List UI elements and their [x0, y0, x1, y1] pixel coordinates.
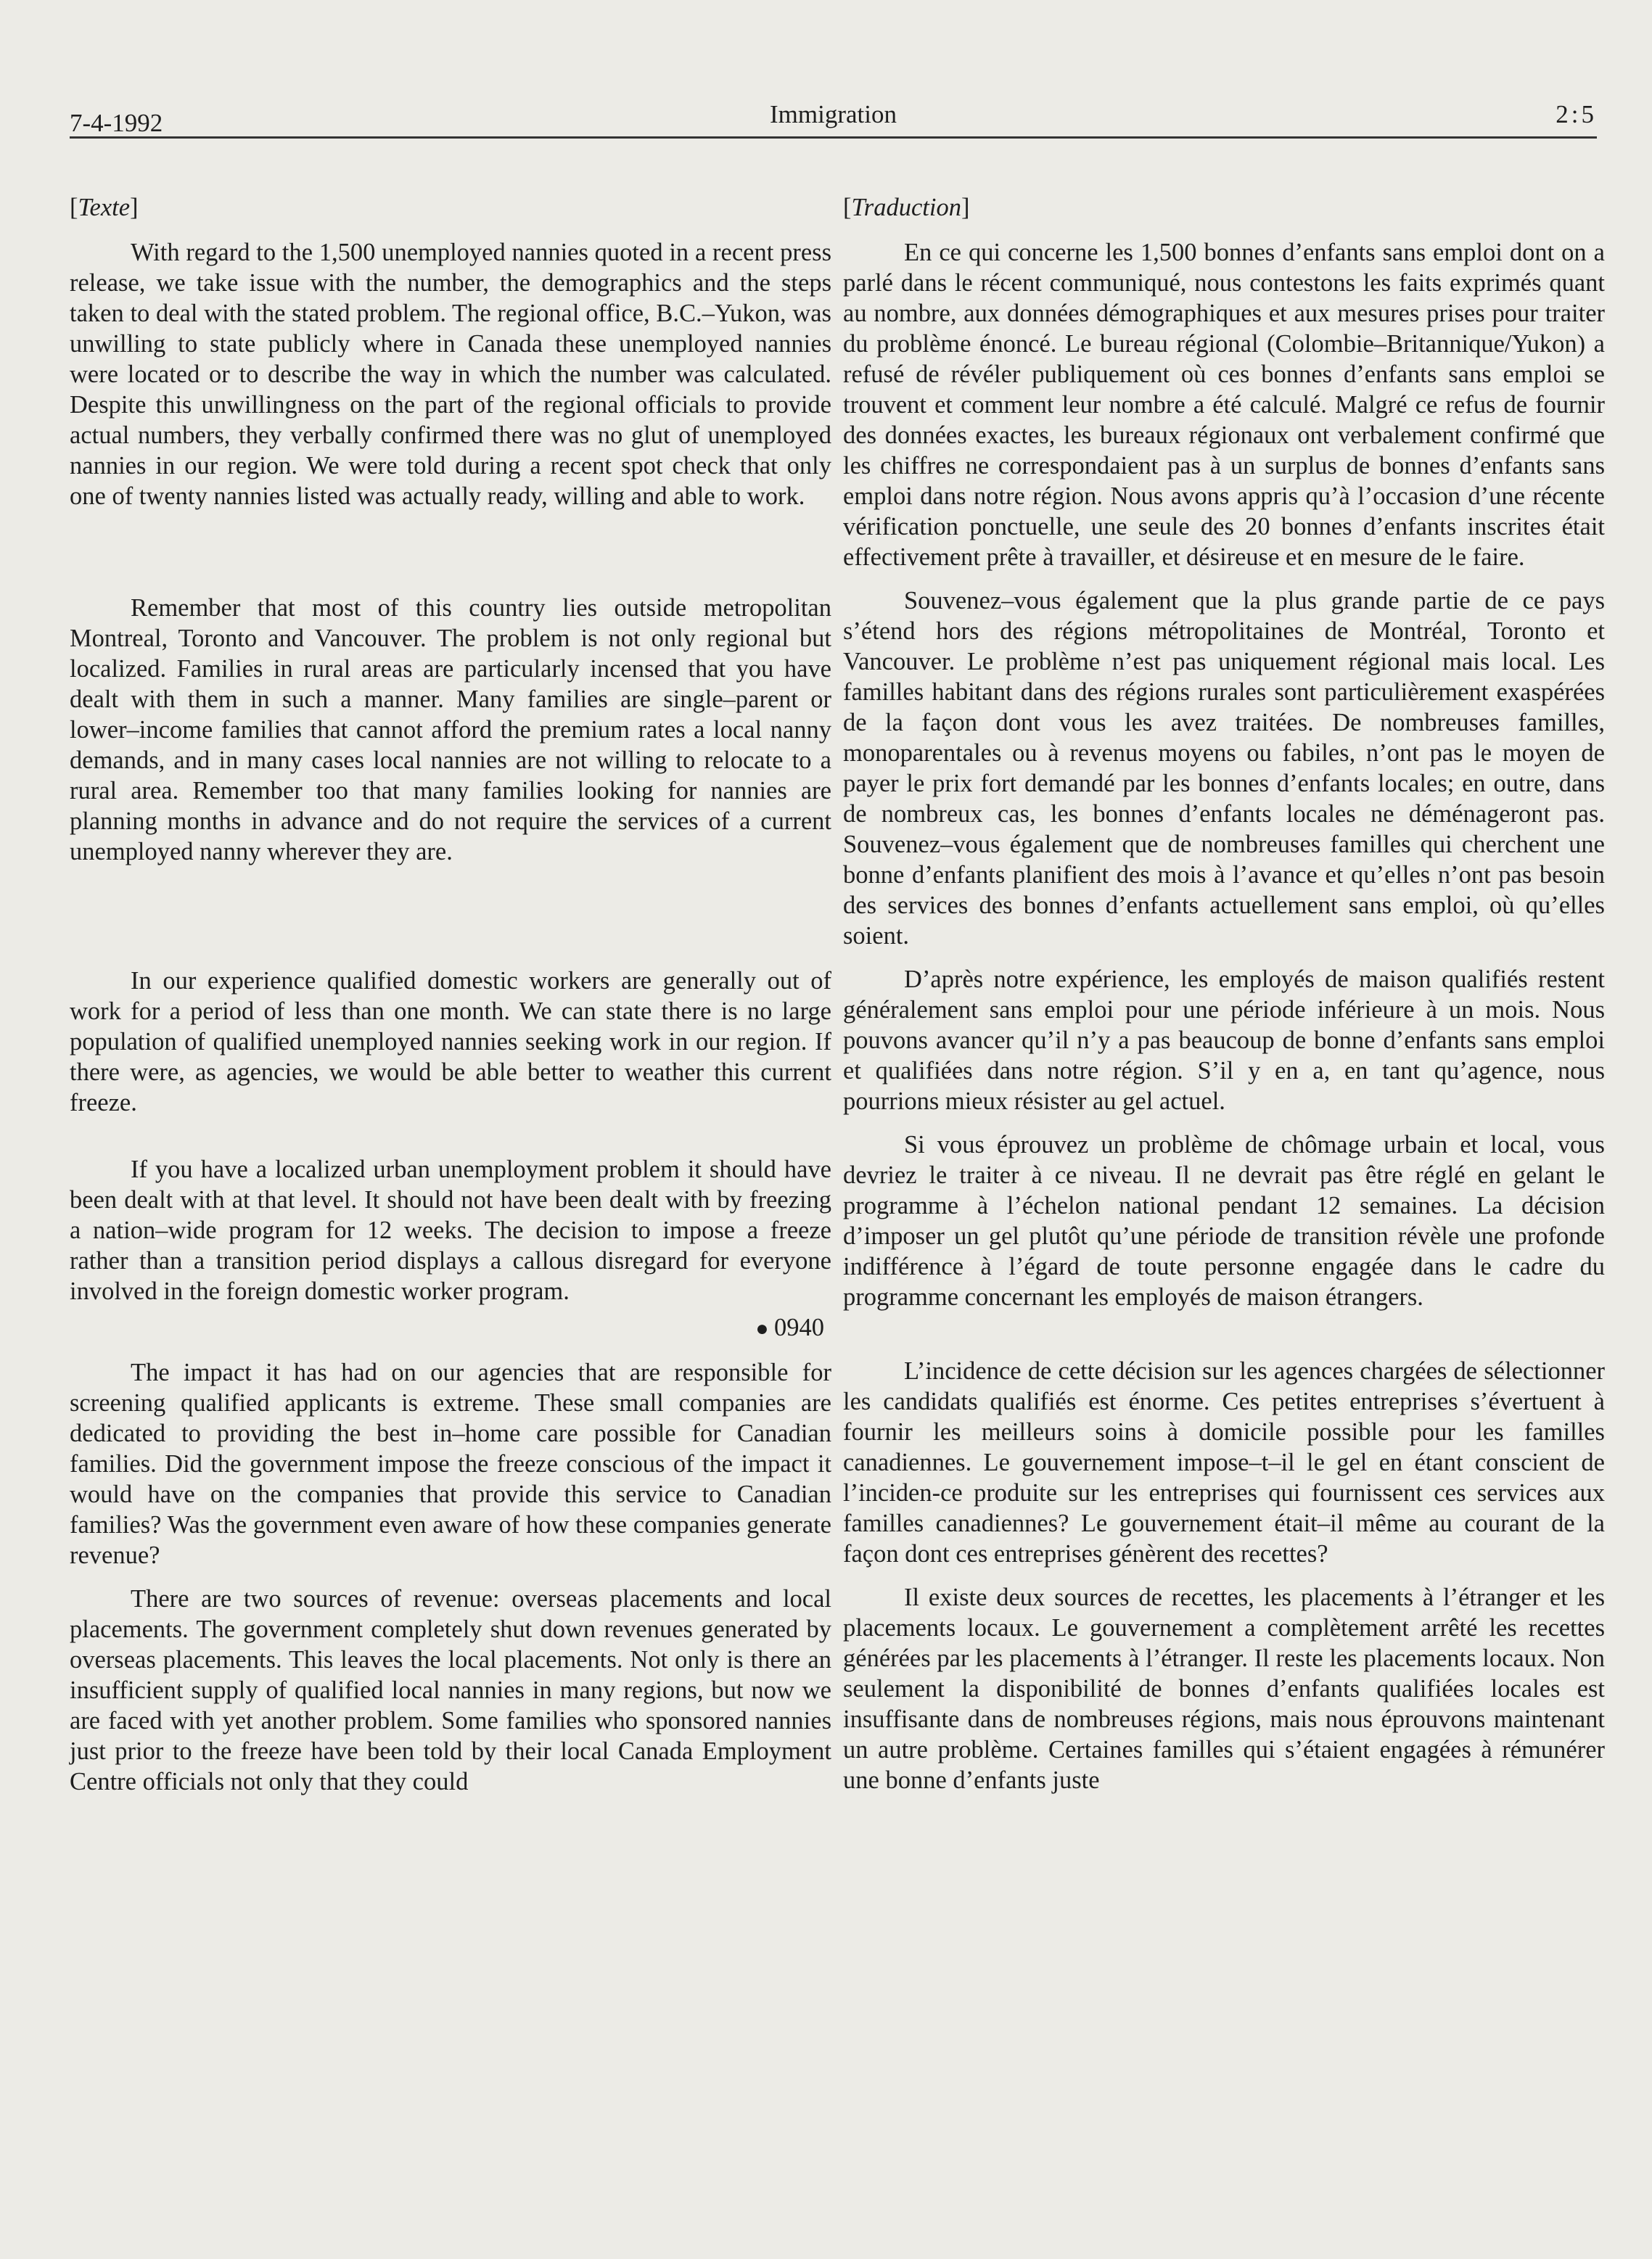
paragraph: En ce qui concerne les 1,500 bonnes d’enfants sans emploi dont on a parlé dans le récent communiqué, nous contestons les faits exprimés quant au nombre, aux données démographiques et aux mesures prises pour traiter du problème énoncé. Le bureau régional (Colombie–Britannique/Yukon) a refusé de révéler publiquement où ces bonnes d’enfants sans emploi se trouvent et comment leur nombre a été calculé. Malgré ce refus de fournir des données exactes, les bureaux régionaux ont verbalement confirmé que les chiffres ne correspondaient pas à un surplus de bonnes d’enfants sans emploi dans notre région. Nous avons appris qu’à l’occasion d’une récente vérification ponctuelle, une seule des 20 bonnes d’enfants inscrites était effectivement prête à travailler, et désireuse et en mesure de le faire. [843, 239, 1605, 571]
texte-tag: [Texte] [70, 194, 139, 221]
paragraph: Souvenez–vous également que la plus grande partie de ce pays s’étend hors des régions métropolitaines de Montréal, Toronto et Vancouver. Le problème n’est pas uniquement régional mais local. Les familles habitant dans des régions rurales sont particulièrement exaspérées de la façon dont vous les avez traitées. De nombreuses familles, monoparentales ou à revenus moyens ou fabiles, n’ont pas le moyen de payer le prix fort demandé par les bonnes d’enfants locales; en outre, dans de nombreux cas, les bonnes d’enfants locales ne déménageront pas. Souvenez–vous également que de nombreuses familles qui cherchent une bonne d’enfants planifient des mois à l’avance et qu’elles n’ont pas besoin des services des bonnes d’enfants actuellement sans emploi, où qu’elles soient. [843, 587, 1605, 950]
page-number: 2:5 [1556, 100, 1597, 128]
traduction-tag: [Traduction] [843, 194, 970, 221]
time-stamp: ● 0940 [755, 1314, 824, 1341]
paragraph: Si vous éprouvez un problème de chômage urbain et local, vous devriez le traiter à ce niveau. Il ne devrait pas être réglé en gelant le programme à l’échelon national pendant 12 semaines. La décision d’imposer un gel plutôt qu’une période de transition révèle une profonde indifférence à l’égard de toute personne engagée dans le cadre du programme concernant les employés de maison étrangers. [843, 1131, 1605, 1311]
paragraph: There are two sources of revenue: overseas placements and local placements. The government completely shut down revenues generated by overseas placements. This leaves the local placements. Not only is there an insufficient supply of qualified local nannies in many regions, but now we are faced with yet another problem. Some families who sponsored nannies just prior to the freeze have been told by their local Canada Employment Centre officials not only that they could [70, 1585, 831, 1795]
paragraph: The impact it has had on our agencies that are responsible for screening qualified applicants is extreme. These small companies are dedicated to providing the best in–home care possible for Canadian families. Did the government impose the freeze conscious of the impact it would have on the companies that provide this service to Canadian families? Was the government even aware of how these companies generate revenue? [70, 1359, 831, 1569]
header-date: 7-4-1992 [70, 109, 163, 137]
paragraph: In our experience qualified domestic workers are generally out of work for a period of less than one month. We can state there is no large population of qualified unemployed nannies seeking work in our region. If there were, as agencies, we would be able better to weather this current freeze. [70, 967, 831, 1116]
header-rule [70, 136, 1597, 139]
paragraph: Il existe deux sources de recettes, les placements à l’étranger et les placements locaux. Le gouvernement a complètement arrêté les recettes générées par les placements à l’étranger. Il reste les placements locaux. Non seulement la disponibilité de bonnes d’enfants qualifiées locales est insuffisante dans de nombreuses régions, mais nous éprouvons maintenant un autre problème. Certaines familles qui s’étaient engagées à rémunérer une bonne d’enfants juste [843, 1584, 1605, 1794]
header-title: Immigration [770, 100, 897, 128]
paragraph: If you have a localized urban unemployment problem it should have been dealt with at that level. It should not have been dealt with by freezing a nation–wide program for 12 weeks. The decision to impose a freeze rather than a transition period displays a callous disregard for everyone involved in the foreign domestic worker program. [70, 1156, 831, 1305]
french-column [843, 192, 1605, 1795]
english-column [70, 192, 831, 1797]
paragraph: Remember that most of this country lies outside metropolitan Montreal, Toronto and Vancouver. The problem is not only regional but localized. Families in rural areas are particularly incensed that you have dealt with them in such a manner. Many families are single–parent or lower–income families that cannot afford the premium rates a local nanny demands, and in many cases local nannies are not willing to relocate to a rural area. Remember too that many families looking for nannies are planning months in advance and do not require the services of a current unemployed nanny wherever they are. [70, 594, 831, 865]
page-header [70, 100, 1597, 138]
paragraph: L’incidence de cette décision sur les agences chargées de sélectionner les candidats qualifiés est énorme. Ces petites entreprises s’évertuent à fournir les meilleurs soins à domicile possible pour les familles canadiennes. Le gouvernement impose–t–il le gel en étant conscient de l’inciden-ce produite sur les entreprises qui fournissent ces services aux familles canadiennes? Le gouvernement était–il même au courant de la façon dont ces entreprises génèrent des recettes? [843, 1357, 1605, 1568]
paragraph: D’après notre expérience, les employés de maison qualifiés restent généralement sans emploi pour une période inférieure à un mois. Nous pouvons avancer qu’il n’y a pas beaucoup de bonne d’enfants sans emploi et qualifiées dans notre région. S’il y en a, en tant qu’agence, nous pourrions mieux résister au gel actuel. [843, 966, 1605, 1115]
paragraph: With regard to the 1,500 unemployed nannies quoted in a recent press release, we take issue with the number, the demographics and the steps taken to deal with the stated problem. The regional office, B.C.–Yukon, was unwilling to state publicly where in Canada these unemployed nannies were located or to describe the way in which the number was calculated. Despite this unwillingness on the part of the regional officials to provide actual numbers, they verbally confirmed there was no glut of unemployed nannies in our region. We were told during a recent spot check that only one of twenty nannies listed was actually ready, willing and able to work. [70, 239, 831, 510]
